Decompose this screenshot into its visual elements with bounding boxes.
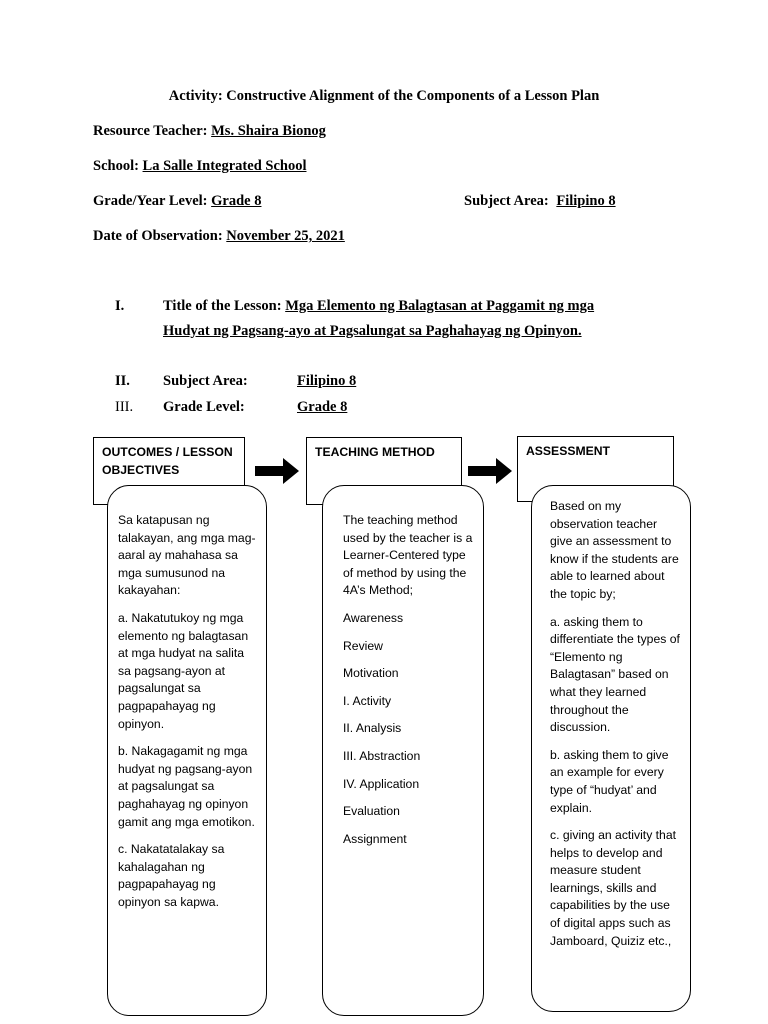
outcomes-intro: Sa katapusan ng talakayan, ang mga mag-aaral ay mahahasa sa mga sumusunod na kakayahan: [118,513,256,598]
method-intro: The teaching method used by the teacher is a Learner-Centered type of method by using the 4A’s Method; [343,513,473,598]
assessment-header: ASSESSMENT [526,444,610,458]
section-iii-label: Grade Level: [163,399,245,415]
lesson-title-label: Title of the Lesson: [163,298,282,314]
school-value: La Salle Integrated School [142,158,307,174]
method-item: Evaluation [343,804,400,819]
lesson-title-line1 [163,298,594,315]
outcomes-header-line2: OBJECTIVES [102,463,180,477]
grade-level-line [93,193,261,210]
section-iii-value: Grade 8 [297,399,348,415]
grade-level-label: Grade/Year Level: [93,193,208,209]
outcomes-objective-a: a. Nakatutukoy ng mga elemento ng balagtasan at mga hudyat na salita sa pagsang-ayon at pagsalungat sa pagpapahayag ng opinyon. [118,610,249,731]
subject-area-label: Subject Area: [464,193,549,209]
subject-area-line [464,193,616,210]
method-item: Assignment [343,831,407,846]
method-item: Motivation [343,666,399,681]
observation-date-label: Date of Observation: [93,228,223,244]
section-i-number: I. [115,298,125,314]
assessment-item-c: c. giving an activity that helps to develop and measure student learnings, skills and capabilities by the use of digital apps such as Jamboard, Quiziz etc., [550,828,676,948]
assessment-box [531,485,691,1012]
section-ii-label: Subject Area: [163,373,248,389]
method-item: I. Activity [343,693,392,708]
outcomes-box [107,485,267,1016]
method-box [322,485,484,1016]
method-item: III. Abstraction [343,748,421,763]
outcomes-header-line1: OUTCOMES / LESSON [102,445,233,459]
right-arrow-icon [255,458,300,484]
resource-teacher-line [93,123,326,140]
resource-teacher-label: Resource Teacher: [93,123,208,139]
section-ii-value: Filipino 8 [297,373,357,389]
subject-area-value: Filipino 8 [556,193,616,209]
section-ii-number: II. [115,373,130,389]
method-item: II. Analysis [343,721,402,736]
outcomes-objective-b: b. Nakagagamit ng mga hudyat ng pagsang-ayon at pagsalungat sa paghahayag ng opinyon gamit ang mga emotikon. [118,744,255,829]
resource-teacher-value: Ms. Shaira Bionog [211,123,326,139]
section-iii-number: III. [115,399,134,415]
grade-level-value: Grade 8 [211,193,262,209]
lesson-title-value-2: Hudyat ng Pagsang-ayo at Pagsalungat sa Paghahayag ng Opinyon. [163,323,582,339]
lesson-title-value-1: Mga Elemento ng Balagtasan at Paggamit ng mga [285,298,595,314]
document-title: Activity: Constructive Alignment of the Components of a Lesson Plan [168,88,600,104]
right-arrow-icon [468,458,513,484]
assessment-item-b: b. asking them to give an example for every type of “hudyat’ and explain. [550,747,669,815]
method-item: IV. Application [343,776,420,791]
method-header: TEACHING METHOD [315,445,435,459]
method-item: Review [343,638,383,653]
method-item: Awareness [343,610,404,625]
school-label: School: [93,158,139,174]
assessment-item-a: a. asking them to differentiate the types of “Elemento ng Balagtasan” based on what they learned throughout the discussion. [550,614,680,735]
observation-date-value: November 25, 2021 [226,228,345,244]
outcomes-objective-c: c. Nakatatalakay sa kahalagahan ng pagpapahayag ng opinyon sa kapwa. [118,842,225,909]
observation-date-line [93,228,345,245]
school-line [93,158,306,175]
assessment-intro: Based on my observation teacher give an assessment to know if the students are able to learned about the topic by; [550,499,679,601]
